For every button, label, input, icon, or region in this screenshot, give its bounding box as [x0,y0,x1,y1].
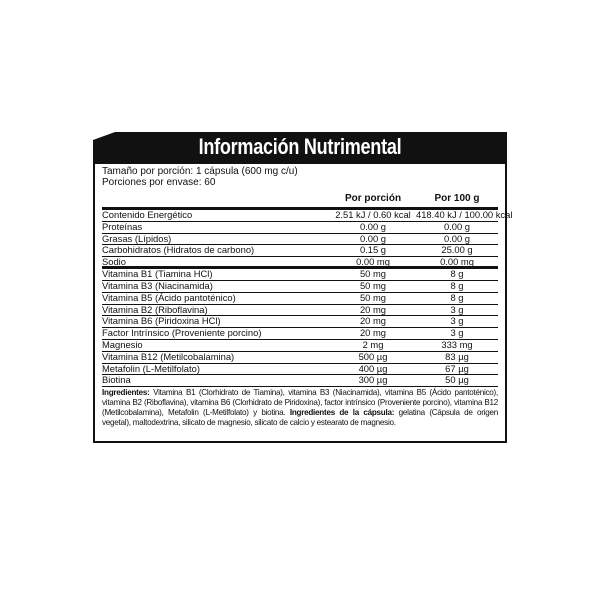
nutrient-name: Magnesio [102,338,143,350]
nutrient-name: Grasas (Lípidos) [102,232,172,244]
nutrient-name: Vitamina B12 (Metilcobalamina) [102,350,235,362]
nutrition-table-card [95,164,513,441]
per-serving-value: 20 mg [359,315,387,327]
per-serving-value: 20 mg [359,327,387,339]
ingredients-text [102,388,498,428]
per-serving-value: 50 mg [359,268,387,280]
per-100g-value: 0.00 mg [440,256,474,268]
per-100g-value: 3 g [450,303,464,315]
per-100g-value: 3 g [450,327,464,339]
per-100g-value: 67 µg [445,362,469,374]
per-100g-value: 3 g [450,315,464,327]
table-row [102,245,498,257]
table-row [102,293,498,305]
servings-per-container: Porciones por envase: 60 [102,177,216,188]
per-serving-value: 400 µg [358,362,388,374]
per-serving-value: 0.00 g [359,220,387,232]
per-100g-value: 50 µg [445,374,469,386]
capsule-ingredients-label: Ingredientes de la cápsula: [289,408,395,418]
per-100g-value: 8 g [450,279,464,291]
per-serving-value: 0.00 g [359,232,387,244]
per-100g-value: 25.00 g [441,244,473,256]
per-serving-value: 50 mg [359,291,387,303]
nutrient-name: Proteínas [102,220,143,232]
nutrient-name: Sodio [102,256,126,268]
capsule-ingredients-list: gelatina (Cápsula de origen vegetal), maltodextrina, silicato de magnesio, silicato de calcio y estearato de magnesio. [102,408,499,428]
nutrient-name: Vitamina B2 (Riboflavina) [102,303,208,315]
per-100g-value: 333 mg [441,338,473,350]
table-row [102,340,498,352]
nutrient-name: Vitamina B6 (Piridoxina HCl) [102,315,221,327]
table-row [102,364,498,376]
ingredients-list: Vitamina B1 (Clorhidrato de Tiamina), vitamina B3 (Niacinamida), vitamina B5 (Ácido pantoténico), vitamina B2 (Riboflavina), vitamina B6 (Clorhidrato de Piridoxina), factor intrínsico (Proveniente porcino), vitamina B12 (Metilcobalamina), Metafolin (L-Metilfolato) y biotina. [102,388,498,418]
ingredients-label: Ingredientes: [102,388,150,398]
per-serving-value: 20 mg [359,303,387,315]
table-row [102,209,513,222]
column-per-serving: Por porción [344,193,402,204]
nutrient-name: Contenido Energético [102,209,193,220]
nutrient-rows [102,209,513,387]
label-title: Información Nutrimental [198,134,402,159]
table-row [102,375,498,387]
per-100g-value: 8 g [450,291,464,303]
nutrient-name: Vitamina B3 (Niacinamida) [102,279,213,291]
nutrient-name: Metafolin (L-Metilfolato) [102,362,200,374]
table-row [102,281,498,293]
per-100g-value: 0.00 g [443,220,471,232]
per-serving-value: 300 µg [358,374,388,386]
nutrient-name: Carbohidratos (Hidratos de carbono) [102,244,255,256]
per-serving-value: 2.51 kJ / 0.60 kcal [335,209,411,220]
table-header [102,193,498,210]
nutrient-name: Vitamina B5 (Ácido pantoténico) [102,291,236,303]
per-serving-value: 2 mg [362,338,384,350]
nutrient-name: Biotina [102,374,131,386]
nutrient-name: Factor Intrínsico (Proveniente porcino) [102,327,262,339]
column-per-100g: Por 100 g [434,193,480,204]
table-row [102,222,498,234]
table-row [102,328,498,340]
per-serving-value: 500 µg [358,350,388,362]
nutrient-name: Vitamina B1 (Tiamina HCl) [102,268,213,280]
per-100g-value: 418.40 kJ / 100.00 kcal [416,209,513,220]
serving-size: Tamaño por porción: 1 cápsula (600 mg c/u) [102,166,298,177]
per-serving-value: 0.15 g [359,244,387,256]
table-row [102,352,498,364]
per-100g-value: 8 g [450,268,464,280]
per-serving-value: 0.00 mg [356,256,390,268]
per-100g-value: 83 µg [445,350,469,362]
per-100g-value: 0.00 g [443,232,471,244]
per-serving-value: 50 mg [359,279,387,291]
